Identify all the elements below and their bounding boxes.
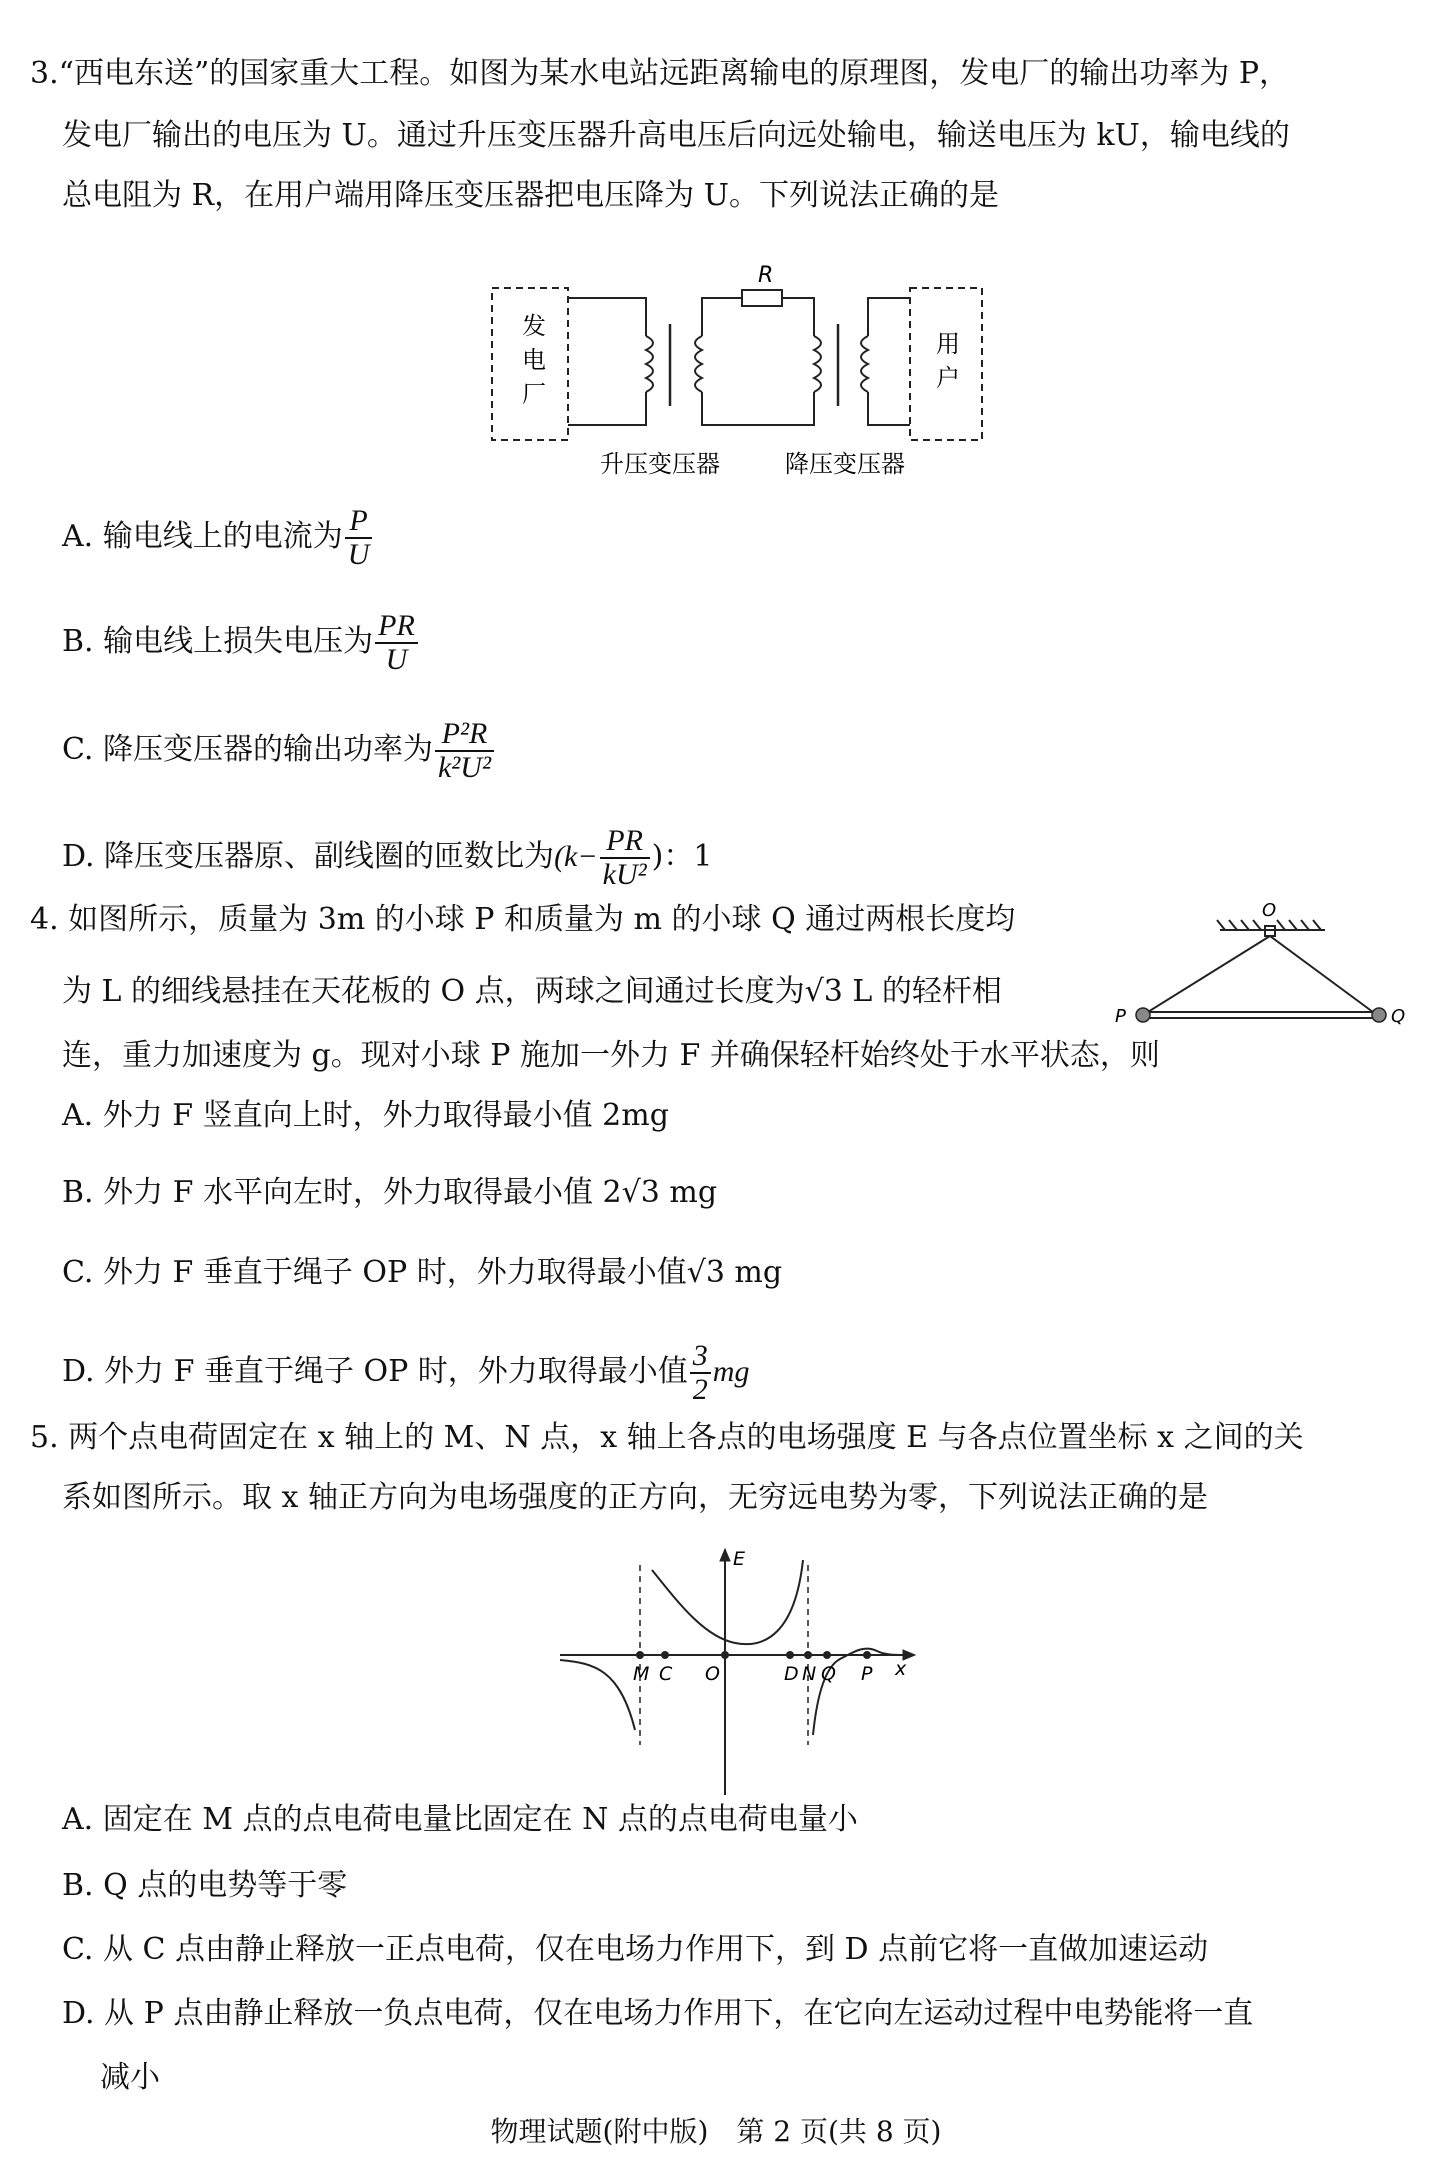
user-label-2: 户	[936, 364, 960, 392]
q3-transmission-diagram	[480, 260, 1000, 490]
point-m-label: M	[633, 1663, 650, 1685]
q3-option-a-fraction	[345, 505, 373, 571]
step-up-label: 升压变压器	[600, 450, 720, 478]
q3-stem-line3: 总电阻为 R，在用户端用降压变压器把电压降为 U。下列说法正确的是	[62, 178, 999, 213]
plant-label-2: 电	[522, 346, 546, 374]
q3-option-b	[62, 610, 420, 676]
q4-d-tail: mg	[712, 1355, 750, 1388]
resistor-label: R	[758, 263, 774, 288]
q4-stem-line3: 连，重力加速度为 g。现对小球 P 施加一外力 F 并确保轻杆始终处于水平状态，则	[62, 1038, 1160, 1073]
q3-d-right: )：1	[651, 839, 713, 874]
q3-d-den: kU²	[600, 857, 650, 891]
q3-option-a-text: A. 输电线上的电流为	[62, 519, 343, 554]
q5-option-b: B. Q 点的电势等于零	[62, 1868, 348, 1903]
point-c-label: C	[659, 1663, 673, 1685]
plant-label-3: 厂	[522, 380, 546, 408]
q3-option-c	[62, 718, 496, 784]
q3-option-d-fraction	[600, 825, 650, 891]
ball-q-label: Q	[1391, 1006, 1406, 1027]
axis-e-label: E	[733, 1548, 746, 1570]
q5-field-graph	[555, 1545, 935, 1800]
ball-p-label: P	[1115, 1006, 1126, 1027]
q4-option-d-fraction	[690, 1340, 711, 1406]
q5-stem-line1: 5. 两个点电荷固定在 x 轴上的 M、N 点，x 轴上各点的电场强度 E 与各点位置坐标 x 之间的关	[30, 1420, 1304, 1455]
page-footer: 物理试题(附中版) 第 2 页(共 8 页)	[490, 2115, 942, 2148]
step-down-label: 降压变压器	[785, 450, 905, 478]
q3-option-c-text: C. 降压变压器的输出功率为	[62, 732, 433, 767]
q3-b-num: PR	[378, 609, 415, 642]
q5-stem-line2: 系如图所示。取 x 轴正方向为电场强度的正方向，无穷远电势为零，下列说法正确的是	[62, 1480, 1208, 1515]
axis-x-label: x	[895, 1658, 907, 1680]
q4-option-b: B. 外力 F 水平向左时，外力取得最小值 2√3 mg	[62, 1175, 718, 1210]
q3-c-num: P²R	[441, 717, 488, 750]
q5-option-a: A. 固定在 M 点的点电荷电量比固定在 N 点的点电荷电量小	[62, 1802, 858, 1837]
point-p-label: P	[861, 1663, 873, 1685]
q4-d-den: 2	[690, 1372, 711, 1406]
q4-option-c: C. 外力 F 垂直于绳子 OP 时，外力取得最小值√3 mg	[62, 1255, 783, 1290]
q3-d-left: (k−	[554, 840, 598, 873]
q4-d-num: 3	[692, 1339, 708, 1372]
point-q-label: Q	[821, 1663, 836, 1685]
point-o-label: O	[705, 1663, 720, 1685]
q5-option-c: C. 从 C 点由静止释放一正点电荷，仅在电场力作用下，到 D 点前它将一直做加速运动	[62, 1932, 1209, 1967]
point-n-label: N	[802, 1663, 817, 1685]
q3-option-b-text: B. 输电线上损失电压为	[62, 624, 374, 659]
q3-option-d	[62, 825, 712, 891]
q3-option-d-text: D. 降压变压器原、副线圈的匝数比为	[62, 839, 555, 874]
q3-option-a	[62, 505, 374, 571]
q4-option-d-text: D. 外力 F 垂直于绳子 OP 时，外力取得最小值	[62, 1354, 688, 1389]
q3-option-b-fraction	[375, 610, 418, 676]
q3-option-c-fraction	[435, 718, 494, 784]
user-label-1: 用	[936, 330, 960, 358]
q5-option-d-line1: D. 从 P 点由静止释放一负点电荷，仅在电场力作用下，在它向左运动过程中电势能将一直	[62, 1996, 1254, 2031]
q3-stem-line1: 3.“西电东送”的国家重大工程。如图为某水电站远距离输电的原理图，发电厂的输出功率为 P，	[30, 56, 1290, 91]
q3-c-den: k²U²	[435, 750, 494, 784]
point-d-label: D	[784, 1663, 799, 1685]
q5-option-d-line2: 减小	[100, 2060, 160, 2095]
q4-option-a: A. 外力 F 竖直向上时，外力取得最小值 2mg	[62, 1098, 669, 1133]
q4-pendulum-diagram	[1115, 900, 1415, 1040]
q3-b-den: U	[375, 642, 418, 676]
q3-stem-line2: 发电厂输出的电压为 U。通过升压变压器升高电压后向远处输电，输送电压为 kU，输电线的	[62, 118, 1290, 153]
q4-stem-line1: 4. 如图所示，质量为 3m 的小球 P 和质量为 m 的小球 Q 通过两根长度均	[30, 902, 1016, 937]
q4-stem-line2: 为 L 的细线悬挂在天花板的 O 点，两球之间通过长度为√3 L 的轻杆相	[62, 974, 1002, 1009]
point-o-label: O	[1262, 900, 1277, 921]
plant-label-1: 发	[522, 312, 546, 340]
q3-a-num: P	[349, 504, 368, 537]
q4-option-d	[62, 1340, 749, 1406]
q3-a-den: U	[345, 537, 373, 571]
q3-d-num: PR	[606, 824, 643, 857]
